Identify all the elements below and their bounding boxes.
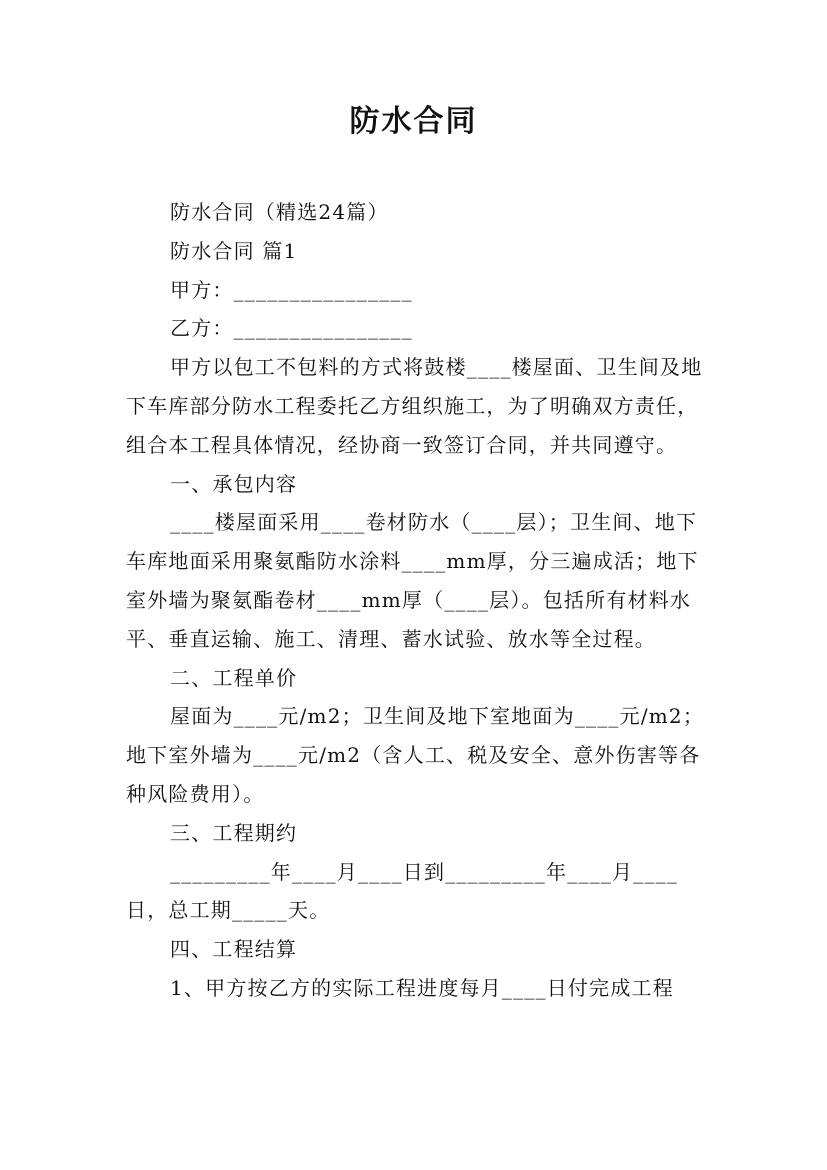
heading-scope: 一、承包内容 xyxy=(170,471,298,496)
heading-schedule: 三、工程期约 xyxy=(170,820,298,845)
paragraph-unit-price: 屋面为____元/m2；卫生间及地下室地面为____元/m2；地下室外墙为____元/m2（含人工、税及安全、意外伤害等各种风险费用）。 xyxy=(126,704,705,806)
document-title: 防水合同 xyxy=(349,104,478,139)
heading-settlement: 四、工程结算 xyxy=(170,937,298,962)
heading-unit-price: 二、工程单价 xyxy=(170,665,298,690)
paragraph-section-heading: 防水合同 篇1 xyxy=(170,238,298,263)
paragraph-settlement: 1、甲方按乙方的实际工程进度每月____日付完成工程 xyxy=(170,975,674,1000)
paragraph-party-b: 乙方：________________ xyxy=(170,316,413,341)
paragraph-schedule: _________年____月____日到_________年____月____日，总工期_____天。 xyxy=(126,859,678,923)
paragraph-party-a: 甲方：________________ xyxy=(170,277,413,302)
paragraph-intro: 甲方以包工不包料的方式将鼓楼____楼屋面、卫生间及地下车库部分防水工程委托乙方组织施工，为了明确双方责任，组合本工程具体情况，经协商一致签订合同，并共同遵守。 xyxy=(126,355,703,457)
paragraph-scope: ____楼屋面采用____卷材防水（____层）；卫生间、地下车库地面采用聚氨酯防水涂料____mm厚，分三遍成活；地下室外墙为聚氨酯卷材____mm厚（____层）。包括所有材料水平、垂直运输、施工、清理、蓄水试验、放水等全过程。 xyxy=(126,510,699,651)
document-body xyxy=(126,193,710,1008)
paragraph-subtitle: 防水合同（精选24篇） xyxy=(170,200,389,224)
